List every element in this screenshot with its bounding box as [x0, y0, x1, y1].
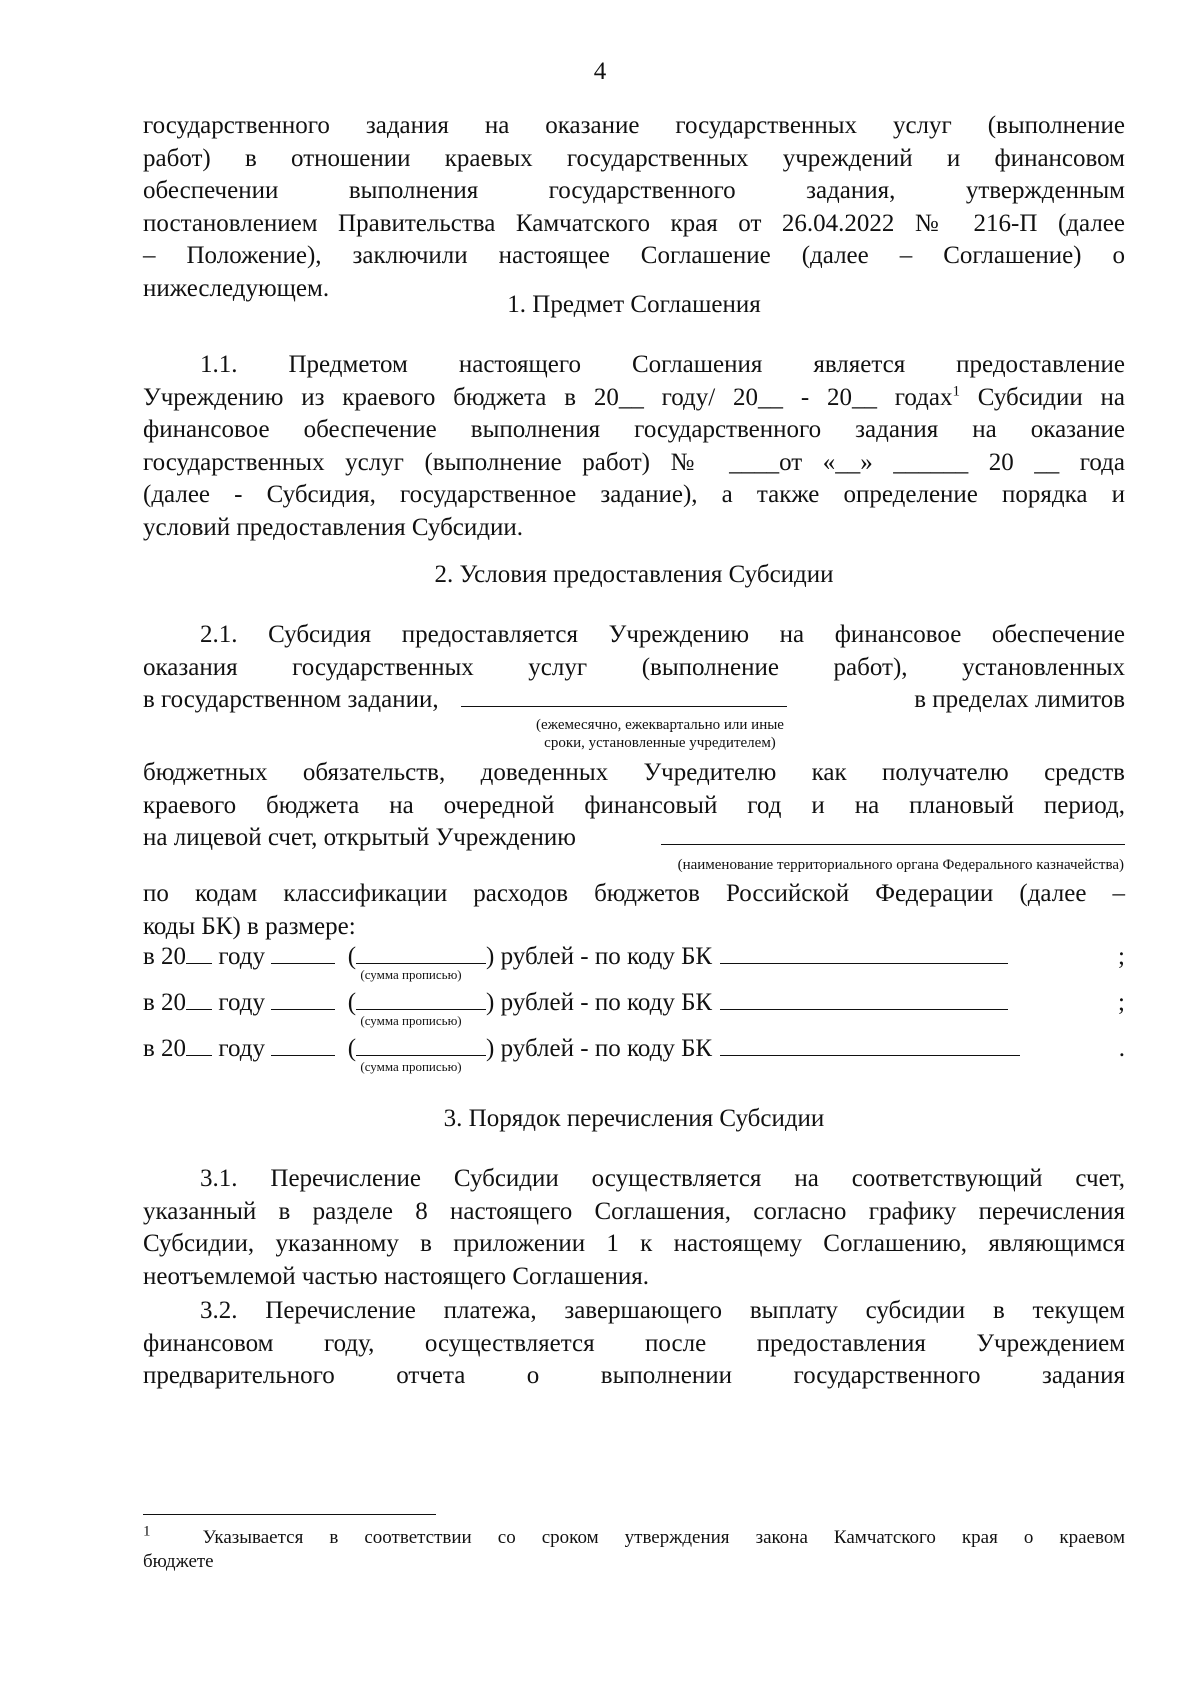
text-line: предварительного отчета о выполнении государственного задания [143, 1362, 1125, 1389]
text-span: ; [1118, 943, 1125, 970]
intro-paragraph [143, 110, 1125, 305]
section-3-title-wrap [143, 1103, 1125, 1136]
amount-line [143, 1033, 1125, 1066]
blank-amount-words[interactable] [356, 941, 486, 964]
text-line: (далее - Субсидия, государственное задание), а также определение порядка и [143, 481, 1125, 508]
blank-period-field[interactable] [461, 684, 787, 707]
text-line: государственных услуг (выполнение работ) № ____от «__» ______ 20 __ года [143, 448, 1125, 476]
text-span: ) рублей - по коду БК [486, 1035, 713, 1062]
footnote-separator [143, 1514, 436, 1515]
text-span: в государственном задании, [143, 686, 439, 713]
blank-amount-words[interactable] [356, 1033, 486, 1056]
blank-year[interactable] [186, 987, 212, 1010]
blank-amount[interactable] [271, 941, 335, 964]
text-span: Учреждению из краевого бюджета в 20__ году/ 20__ - 20__ годах [143, 383, 953, 411]
caption-amount: (сумма прописью) [360, 1013, 462, 1028]
footnote-text: Указывается в соответствии со сроком утверждения закона Камчатского края о краевом [202, 1527, 1125, 1548]
blank-year[interactable] [186, 941, 212, 964]
text-line: – Положение), заключили настоящее Соглашение (далее – Соглашение) о [143, 242, 1125, 269]
text-span: ) рублей - по коду БК [486, 989, 713, 1016]
section-1-title-wrap [143, 289, 1125, 322]
footnote-line: бюджете [143, 1551, 214, 1572]
blank-amount-words[interactable] [356, 987, 486, 1010]
text-line: коды БК) в размере: [143, 912, 356, 940]
page-number: 4 [593, 58, 607, 85]
text-line: указанный в разделе 8 настоящего Соглашения, согласно графику перечисления [143, 1197, 1125, 1225]
text-line: неотъемлемой частью настоящего Соглашения. [143, 1262, 649, 1290]
blank-bk-code[interactable] [720, 1033, 1020, 1056]
section-1-body [143, 349, 1125, 544]
blank-bk-code[interactable] [720, 941, 1008, 964]
text-span: году [212, 943, 272, 970]
caption-treasury: (наименование территориального органа Федерального казначейства) [677, 857, 1124, 873]
account-line [143, 822, 1125, 855]
amount-line [143, 941, 1125, 974]
text-span: ) рублей - по коду БК [486, 943, 713, 970]
text-line: государственного задания на оказание государственных услуг (выполнение [143, 112, 1125, 139]
caption-period [470, 716, 850, 752]
amount-row-2 [143, 987, 1125, 1020]
section-2-body-b [143, 757, 1125, 855]
text-span: в 20 [143, 943, 187, 970]
caption-amount: (сумма прописью) [360, 967, 462, 982]
text-line: оказания государственных услуг (выполнение работ), установленных [143, 653, 1125, 681]
blank-bk-code[interactable] [720, 987, 1008, 1010]
amount-row-1 [143, 941, 1125, 974]
section-3-p2 [143, 1295, 1125, 1393]
caption-amount: (сумма прописью) [360, 1059, 462, 1074]
section-2-title-wrap [143, 559, 1125, 592]
text-span: ( [335, 1035, 357, 1062]
section-2-title: 2. Условия предоставления Субсидии [434, 561, 834, 588]
text-span: в пределах лимитов [914, 686, 1125, 713]
text-span: году [212, 989, 272, 1016]
section-3-title: 3. Порядок перечисления Субсидии [443, 1105, 825, 1132]
text-span: Субсидии на [960, 383, 1125, 411]
section-2-body-c [143, 878, 1125, 943]
blank-treasury-field[interactable] [661, 822, 1125, 845]
section-2-body [143, 619, 1125, 717]
section-1-title: 1. Предмет Соглашения [507, 291, 761, 318]
footnote [143, 1523, 1125, 1574]
text-line: 3.1. Перечисление Субсидии осуществляется на соответствующий счет, [200, 1165, 1125, 1192]
text-span: в 20 [143, 1035, 187, 1062]
text-line-with-footnote [143, 382, 1125, 415]
text-line: краевого бюджета на очередной финансовый год и на плановый период, [143, 791, 1125, 819]
caption-wrap [346, 966, 476, 984]
footnote-line [143, 1523, 1125, 1550]
text-line: 3.2. Перечисление платежа, завершающего выплату субсидии в текущем [200, 1297, 1125, 1324]
section-3-p1 [143, 1163, 1125, 1293]
text-span: в 20 [143, 989, 187, 1016]
footnote-mark: 1 [143, 1523, 151, 1540]
blank-year[interactable] [186, 1033, 212, 1056]
text-line: бюджетных обязательств, доведенных Учредителю как получателю средств [143, 759, 1125, 786]
amount-line [143, 987, 1125, 1020]
text-span: . [1118, 1035, 1125, 1062]
footnote-ref: 1 [952, 383, 960, 400]
text-line: 2.1. Субсидия предоставляется Учреждению на финансовое обеспечение [200, 621, 1125, 648]
caption-treasury-wrap [504, 856, 1124, 874]
blank-amount[interactable] [271, 1033, 335, 1056]
text-line: Субсидии, указанному в приложении 1 к настоящему Соглашению, являющимся [143, 1230, 1125, 1257]
text-line: финансовом году, осуществляется после предоставления Учреждением [143, 1329, 1125, 1357]
text-line: работ) в отношении краевых государственных учреждений и финансовом [143, 144, 1125, 172]
amount-row-3 [143, 1033, 1125, 1066]
text-line: по кодам классификации расходов бюджетов Российской Федерации (далее – [143, 880, 1125, 907]
blank-amount[interactable] [271, 987, 335, 1010]
text-line: обеспечении выполнения государственного задания, утвержденным [143, 177, 1125, 204]
caption-line: сроки, установленные учредителем) [544, 735, 776, 751]
caption-wrap [346, 1058, 476, 1076]
text-span: году [212, 1035, 272, 1062]
text-span: ; [1118, 989, 1125, 1016]
state-task-line [143, 684, 1125, 717]
caption-line: (ежемесячно, ежеквартально или иные [536, 717, 784, 733]
text-line: постановлением Правительства Камчатского края от 26.04.2022 № 216-П (далее [143, 209, 1125, 237]
text-line: нижеследующем. [143, 274, 330, 302]
text-line: финансовое обеспечение выполнения государственного задания на оказание [143, 416, 1125, 443]
text-line: условий предоставления Субсидии. [143, 513, 523, 541]
text-span: на лицевой счет, открытый Учреждению [143, 824, 576, 851]
caption-wrap [346, 1012, 476, 1030]
text-span: ( [335, 989, 357, 1016]
text-span: ( [335, 943, 357, 970]
text-line: 1.1. Предметом настоящего Соглашения является предоставление [200, 351, 1125, 378]
